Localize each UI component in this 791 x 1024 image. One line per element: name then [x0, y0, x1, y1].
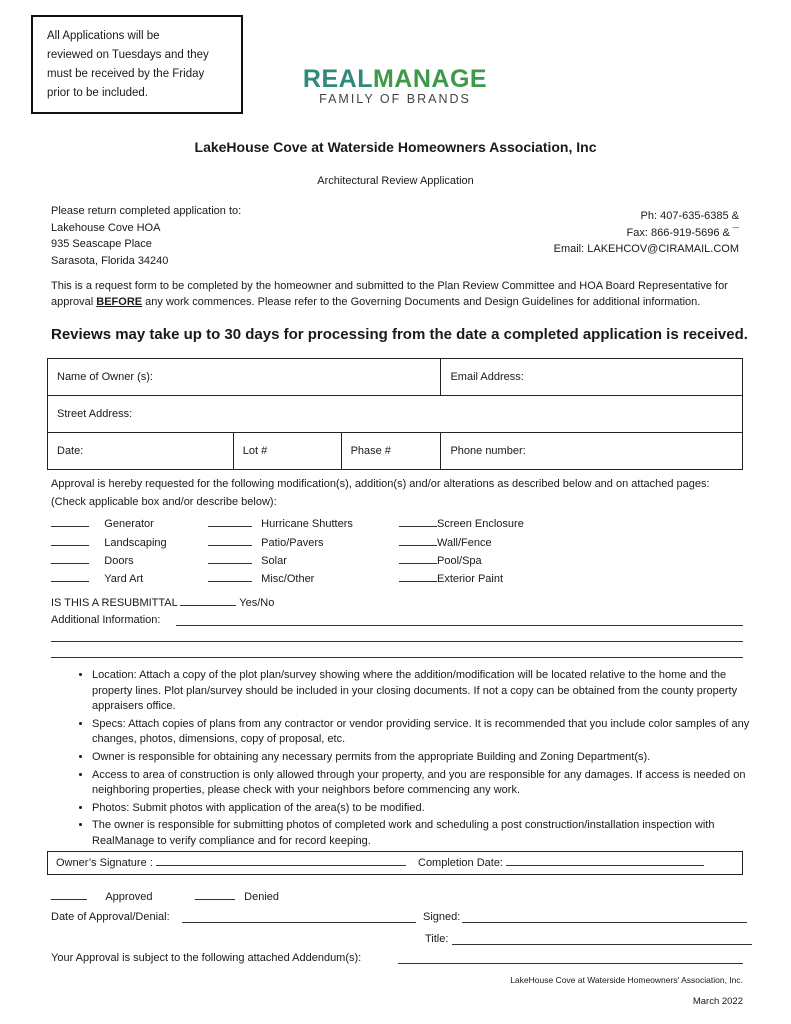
checkbox-patio-pavers[interactable]	[208, 535, 324, 549]
addendum-line[interactable]	[398, 963, 743, 964]
checkbox-hurricane-shutters[interactable]	[208, 516, 353, 530]
notice-line: prior to be included.	[47, 87, 149, 99]
check-blank	[399, 516, 437, 527]
check-blank	[51, 535, 89, 546]
instruction-item: • Location: Attach a copy of the plot plan/survey showing where the addition/modification will be located relative to the home and the property lines. Plot plan/survey should be included in your closing documents. If not a copy can be obtained from the county property appraisers office.	[92, 668, 762, 715]
denied-label: Denied	[244, 891, 280, 903]
approved-option[interactable]	[51, 889, 152, 903]
instruction-item: • Specs: Attach copies of plans from any contractor or vendor providing service. It is recommended that you include color samples of any changes, photos, dimensions, copy of proposal, etc.	[92, 717, 762, 748]
contact-phone: Ph: 407-635-6385 &	[640, 210, 739, 222]
instruction-item: • The owner is responsible for submitting photos of completed work and scheduling a post construction/installation inspection with RealManage to verify compliance and for record keeping.	[92, 818, 762, 849]
check-blank	[399, 553, 437, 564]
checkbox-misc-other[interactable]	[208, 571, 314, 585]
checkbox-label: Wall/Fence	[437, 537, 492, 549]
owner-name-label: Name of Owner (s):	[57, 371, 153, 383]
document-title: LakeHouse Cove at Waterside Homeowners Association, Inc	[194, 139, 597, 155]
resubmittal-blank[interactable]	[180, 595, 236, 606]
return-address-street: 935 Seascape Place	[51, 238, 152, 250]
checkbox-label: Misc/Other	[261, 573, 315, 585]
lot-field[interactable]	[233, 433, 341, 470]
logo-tagline: FAMILY OF BRANDS	[319, 92, 471, 106]
intro-emphasis: BEFORE	[96, 296, 143, 308]
notice-line: All Applications will be	[47, 30, 160, 42]
check-blank	[51, 516, 89, 527]
footer-date: March 2022	[692, 996, 743, 1007]
checkbox-exterior-paint[interactable]	[399, 571, 503, 585]
owner-signature-label: Owner’s Signature :	[56, 857, 153, 869]
email-label: Email Address:	[450, 371, 524, 383]
signed-label: Signed:	[423, 911, 461, 923]
checkbox-label: Exterior Paint	[437, 573, 504, 585]
phone-field[interactable]	[441, 433, 743, 470]
checkbox-generator[interactable]	[51, 516, 154, 530]
instruction-item: • Photos: Submit photos with application of the area(s) to be modified.	[92, 801, 762, 817]
title-line[interactable]	[452, 944, 752, 945]
checkbox-label: Pool/Spa	[437, 555, 482, 567]
owner-signature-line[interactable]	[156, 855, 406, 866]
processing-time-notice: Reviews may take up to 30 days for processing from the date a completed application is received.	[51, 326, 748, 343]
check-blank	[51, 553, 89, 564]
instructions-list	[72, 668, 762, 852]
realmanage-logo	[300, 66, 490, 106]
title-label: Title:	[425, 933, 449, 945]
intro-text-2: any work commences. Please refer to the Governing Documents and Design Guidelines for additional information.	[142, 296, 701, 308]
additional-info-line[interactable]	[51, 657, 743, 658]
return-address-city: Sarasota, Florida 34240	[51, 254, 169, 267]
checkbox-pool-spa[interactable]	[399, 553, 482, 567]
checkbox-solar[interactable]	[208, 553, 287, 567]
notice-line: must be received by the Friday	[47, 68, 205, 80]
logo-manage: MANAGE	[372, 65, 488, 93]
check-blank	[208, 553, 252, 564]
checkbox-label: Screen Enclosure	[437, 518, 524, 530]
check-blank	[51, 571, 89, 582]
email-field[interactable]	[441, 359, 743, 396]
resubmittal-label: IS THIS A RESUBMITTAL	[51, 597, 178, 609]
checkbox-label: Solar	[261, 555, 287, 567]
approved-blank	[51, 889, 87, 900]
approval-request-text: Approval is hereby requested for the following modification(s), addition(s) and/or alterations as described below and on attached pages: (Check applicable box and/or describe below):	[51, 478, 710, 508]
phase-field[interactable]	[341, 433, 441, 470]
approval-date-line[interactable]	[182, 922, 416, 923]
checkbox-label: Doors	[104, 555, 134, 567]
street-address-label: Street Address:	[57, 408, 133, 420]
notice-line: reviewed on Tuesdays and they	[47, 49, 209, 61]
completion-date-line[interactable]	[506, 855, 704, 866]
checkbox-label: Patio/Pavers	[261, 537, 324, 549]
owner-signature-box	[47, 851, 743, 875]
instruction-item: • Access to area of construction is only allowed through your property, and you are responsible for any damages. If access is needed on neighboring properties, please check with your neighbors before commencing any work.	[92, 768, 762, 799]
contact-email: Email: LAKEHCOV@CIRAMAIL.COM	[553, 243, 739, 255]
date-field[interactable]	[48, 433, 234, 470]
instruction-item: • Owner is responsible for obtaining any necessary permits from the appropriate Building and Zoning Department(s).	[92, 750, 762, 766]
resubmittal-options: Yes/No	[239, 597, 275, 609]
denied-blank	[195, 889, 235, 900]
return-address-name: Lakehouse Cove HOA	[51, 221, 161, 234]
lot-label: Lot #	[242, 445, 268, 457]
additional-info-line[interactable]	[51, 641, 743, 642]
completion-date-label: Completion Date:	[418, 857, 503, 869]
additional-info-line[interactable]	[176, 625, 743, 626]
denied-option[interactable]	[195, 889, 279, 903]
checkbox-yard-art[interactable]	[51, 571, 143, 585]
checkbox-doors[interactable]	[51, 553, 134, 567]
contact-info	[554, 208, 739, 258]
return-address	[51, 203, 241, 269]
street-address-field[interactable]	[48, 396, 743, 433]
signed-line[interactable]	[462, 922, 747, 923]
checkbox-label: Generator	[104, 518, 154, 530]
checkbox-label: Landscaping	[104, 537, 167, 549]
intro-paragraph	[51, 278, 741, 310]
checkbox-wall-fence[interactable]	[399, 535, 492, 549]
owner-name-field[interactable]	[48, 359, 441, 396]
checkbox-landscaping[interactable]	[51, 535, 167, 549]
owner-info-table	[47, 358, 743, 470]
checkbox-label: Yard Art	[104, 573, 144, 585]
addendum-label: Your Approval is subject to the following attached Addendum(s):	[51, 952, 362, 964]
additional-info-label: Additional Information:	[51, 614, 161, 626]
check-blank	[399, 535, 437, 546]
checkbox-screen-enclosure[interactable]	[399, 516, 524, 530]
checkbox-label: Hurricane Shutters	[261, 518, 353, 530]
check-blank	[208, 571, 252, 582]
contact-fax: Fax: 866-919-5696 & ¯	[626, 226, 739, 239]
check-blank	[208, 535, 252, 546]
check-blank	[399, 571, 437, 582]
check-blank	[208, 516, 252, 527]
review-schedule-notice	[31, 15, 243, 114]
document-subtitle: Architectural Review Application	[317, 175, 474, 187]
approval-date-label: Date of Approval/Denial:	[51, 911, 170, 923]
phase-label: Phase #	[350, 445, 391, 457]
return-address-label: Please return completed application to:	[51, 205, 242, 217]
resubmittal-question	[51, 595, 274, 609]
logo-real: REAL	[302, 65, 373, 93]
approved-label: Approved	[105, 891, 153, 903]
footer-organization: LakeHouse Cove at Waterside Homeowners' Association, Inc.	[510, 975, 743, 985]
date-label: Date:	[57, 445, 84, 457]
phone-label: Phone number:	[450, 445, 526, 457]
intro-text-1: This is a request form to be completed by the homeowner and submitted to the Plan Review Committee and HOA Board Representative for approval	[51, 280, 728, 308]
